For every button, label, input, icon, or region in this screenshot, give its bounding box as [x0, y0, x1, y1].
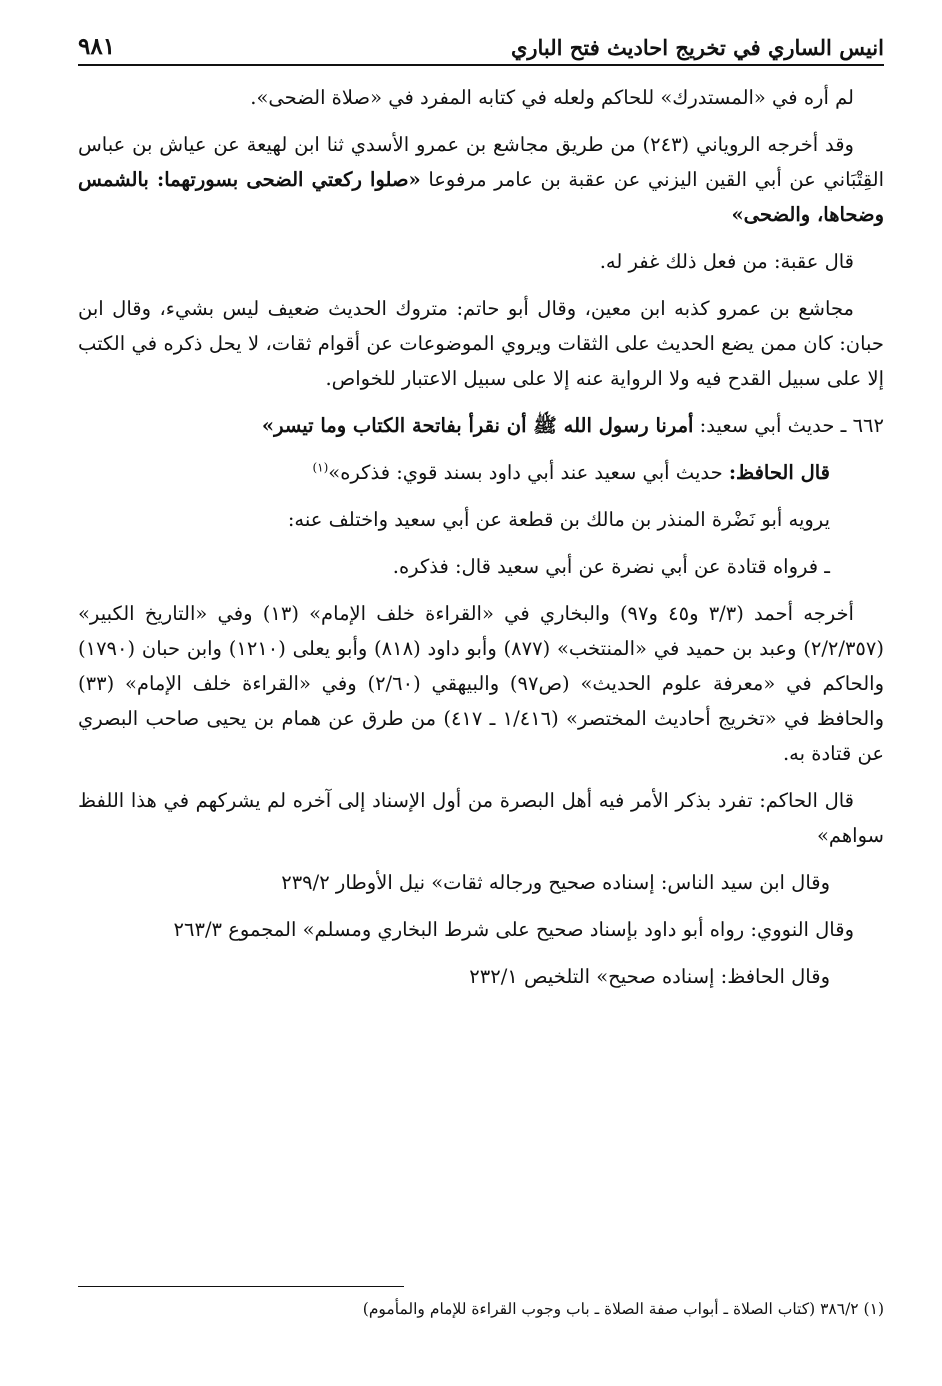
hadith-quote-bold: «صلوا ركعتي الضحى بسورتهما: بالشمس وضحاها، والضحى» — [78, 168, 884, 226]
paragraph-1: لم أره في «المستدرك» للحاكم ولعله في كتابه المفرد في «صلاة الضحى». — [250, 86, 854, 109]
paragraph-2-text: وقد أخرجه الروياني (٢٤٣) من طريق مجاشع بن عمرو الأسدي ثنا ابن لهيعة عن عياش بن عباس القِتْبَاني عن أبي القين اليزني عن عقبة بن عامر مرفوعا — [78, 133, 884, 191]
paragraph-3: قال عقبة: من فعل ذلك غفر له. — [599, 250, 854, 273]
hadith-entry-662 — [78, 408, 884, 443]
hafiz-label: قال الحافظ: — [728, 461, 830, 484]
book-title: انيس الساري في تخريج احاديث فتح الباري — [510, 35, 884, 60]
hafiz-text: حديث أبي سعيد عند أبي داود بسند قوي: فذكره» — [328, 461, 723, 484]
paragraph-7: يرويه أبو نَضْرة المنذر بن مالك بن قطعة عن أبي سعيد واختلف عنه: — [287, 508, 830, 531]
paragraph-4: مجاشع بن عمرو كذبه ابن معين، وقال أبو حاتم: متروك الحديث ضعيف ليس بشيء، وقال ابن حبان: كان ممن يضع الحديث على الثقات ويروي الموضوعات عن أقوام ثقات، لا يحل ذكره في الكتب إلا على سبيل القدح فيه ولا الرواية عنه إلا على سبيل الاعتبار للخواص. — [78, 297, 884, 390]
page-number: ٩٨١ — [78, 33, 116, 60]
footnote: (١) ٣٨٦/٢ (كتاب الصلاة ـ أبواب صفة الصلاة ـ باب وجوب القراءة للإمام والمأموم) — [362, 1300, 884, 1318]
paragraph-10: قال الحاكم: تفرد بذكر الأمر فيه أهل البصرة من أول الإسناد إلى آخره لم يشركهم في هذا اللفظ سواهم» — [78, 789, 884, 847]
paragraph-2 — [78, 127, 884, 232]
paragraph-8: ـ فرواه قتادة عن أبي نضرة عن أبي سعيد قال: فذكره. — [392, 555, 830, 578]
footnote-divider — [78, 1286, 404, 1287]
footnote-marker: (١) — [312, 460, 329, 475]
paragraph-9: أخرجه أحمد (٣/٣ و٤٥ و٩٧) والبخاري في «القراءة خلف الإمام» (١٣) وفي «التاريخ الكبير» (٢/٢/٣٥٧) وعبد بن حميد في «المنتخب» (٨٧٧) وأبو داود (٨١٨) وأبو يعلى (١٢١٠) وابن حبان (١٧٩٠) والحاكم في «معرفة علوم الحديث» (ص٩٧) والبيهقي (٢/٦٠) وفي «القراءة خلف الإمام» (٣٣) والحافظ في «تخريج أحاديث المختصر» (١/٤١٦ ـ ٤١٧) من طرق عن همام بن يحيى صاحب البصري عن قتادة به. — [78, 602, 885, 765]
page-body — [78, 80, 884, 994]
paragraph-11: وقال ابن سيد الناس: إسناده صحيح ورجاله ثقات» نيل الأوطار ٢٣٩/٢ — [281, 871, 830, 894]
paragraph-13: وقال الحافظ: إسناده صحيح» التلخيص ٢٣٢/١ — [469, 965, 830, 988]
running-header — [78, 26, 884, 66]
hadith-entry-label: ٦٦٢ ـ حديث أبي سعيد: — [699, 414, 884, 437]
paragraph-12: وقال النووي: رواه أبو داود بإسناد صحيح على شرط البخاري ومسلم» المجموع ٢٦٣/٣ — [173, 918, 854, 941]
hafiz-statement — [78, 455, 884, 490]
hadith-entry-quote: أمرنا رسول الله ﷺ أن نقرأ بفاتحة الكتاب وما تيسر» — [261, 414, 694, 437]
document-page — [78, 26, 884, 1356]
